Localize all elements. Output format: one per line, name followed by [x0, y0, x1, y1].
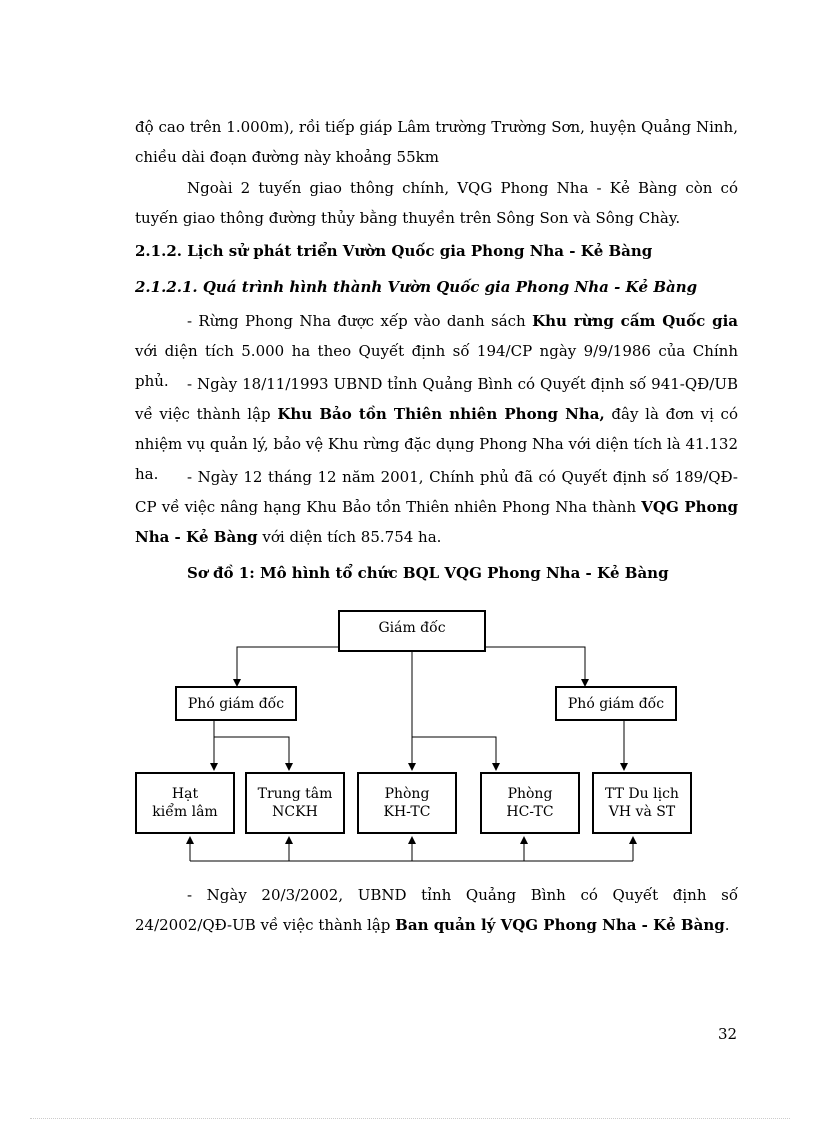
- paragraph-text: - Rừng Phong Nha được xếp vào danh sách: [187, 312, 533, 330]
- paragraph-text: độ cao trên 1.000m), rồi tiếp giáp Lâm trường Trường Sơn, huyện Quảng Ninh, chiều dài đoạn đường này khoảng 55km: [135, 118, 738, 166]
- page-bottom-edge: [30, 1118, 790, 1119]
- subsection-heading: 2.1.2.1. Quá trình hình thành Vườn Quốc gia Phong Nha - Kẻ Bàng: [135, 278, 698, 296]
- paragraph-text: .: [724, 916, 730, 934]
- unit-line1: Phòng: [507, 786, 553, 802]
- unit-line1: Hạt: [171, 786, 199, 802]
- unit-box-tt-du-lich: [592, 772, 692, 834]
- unit-box-hat-kiem-lam: [135, 772, 235, 834]
- unit-box-phong-hc-tc: [480, 772, 580, 834]
- paragraph-management-board: [135, 880, 738, 940]
- unit-line2: kiểm lâm: [152, 804, 218, 820]
- paragraph-text: - Ngày 12 tháng 12 năm 2001, Chính phủ đã có Quyết định số 189/QĐ-CP về việc nâng hạng Khu Bảo tồn Thiên nhiên Phong Nha thành: [135, 468, 738, 516]
- unit-line1: Trung tâm: [257, 786, 333, 802]
- deputy-right-box: [555, 686, 677, 721]
- paragraph-text: với diện tích 85.754 ha.: [257, 528, 442, 546]
- paragraph-text: với diện tích 5.000 ha theo Quyết định số 194/CP ngày 9/9/1986 của Chính phủ.: [135, 342, 738, 390]
- director-box: [338, 610, 486, 652]
- unit-line2: NCKH: [272, 804, 318, 820]
- diagram-caption: Sơ đồ 1: Mô hình tổ chức BQL VQG Phong Nha - Kẻ Bàng: [187, 564, 669, 582]
- connector-deputy-left-nckh: [214, 737, 289, 770]
- director-label: Giám đốc: [378, 620, 446, 636]
- section-heading: 2.1.2. Lịch sử phát triển Vườn Quốc gia Phong Nha - Kẻ Bàng: [135, 242, 653, 260]
- unit-line2: VH và ST: [608, 804, 676, 820]
- bold-term: Khu Bảo tồn Thiên nhiên Phong Nha,: [277, 405, 605, 423]
- connector-director-hctc: [412, 737, 496, 770]
- bold-term: Khu rừng cấm Quốc gia: [532, 312, 738, 330]
- connector-director-deputy-right: [485, 647, 585, 686]
- bold-term: VQG Phong Nha - Kẻ Bàng: [135, 498, 738, 546]
- unit-line1: Phòng: [384, 786, 430, 802]
- unit-line2: HC-TC: [506, 804, 554, 820]
- deputy-left-box: [175, 686, 297, 721]
- deputy-right-label: Phó giám đốc: [567, 695, 665, 712]
- unit-line2: KH-TC: [383, 804, 431, 820]
- paragraph-text: - Ngày 20/3/2002, UBND tỉnh Quảng Bình có Quyết định số 24/2002/QĐ-UB về việc thành lập: [135, 886, 738, 934]
- unit-line1: TT Du lịch: [605, 786, 679, 802]
- paragraph-text: đây là đơn vị có nhiệm vụ quản lý, bảo vệ Khu rừng đặc dụng Phong Nha với diện tích là 41.132 ha.: [135, 405, 738, 483]
- unit-box-trung-tam-nckh: [245, 772, 345, 834]
- bold-term: Ban quản lý VQG Phong Nha - Kẻ Bàng: [395, 916, 725, 934]
- unit-box-phong-kh-tc: [357, 772, 457, 834]
- page-number: 32: [718, 1025, 738, 1043]
- deputy-left-label: Phó giám đốc: [187, 695, 285, 712]
- connector-director-deputy-left: [237, 647, 339, 686]
- paragraph-text: Ngoài 2 tuyến giao thông chính, VQG Phong Nha - Kẻ Bàng còn có tuyến giao thông đường thủy bằng thuyền trên Sông Son và Sông Chày.: [135, 179, 738, 227]
- paragraph-text: - Ngày 18/11/1993 UBND tỉnh Quảng Bình có Quyết định số 941-QĐ/UB về việc thành lập: [135, 375, 738, 423]
